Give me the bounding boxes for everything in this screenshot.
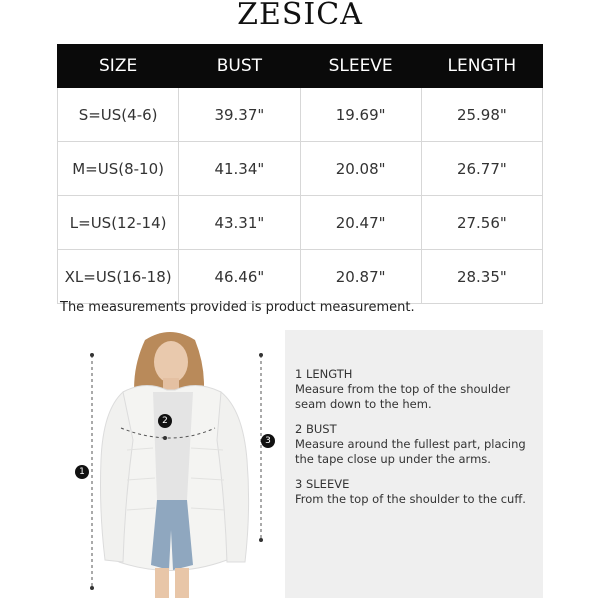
model-illustration — [75, 330, 280, 598]
header-sleeve: SLEEVE — [300, 45, 421, 88]
sleeve-top-dot — [259, 353, 263, 357]
brand-logo: ZESICA — [237, 0, 363, 32]
bust-dot — [163, 436, 167, 440]
marker-2-badge — [158, 414, 172, 428]
cell-length: 26.77" — [421, 142, 542, 196]
sleeve-bottom-dot — [259, 538, 263, 542]
cell-size: XL=US(16-18) — [58, 250, 179, 304]
cell-size: M=US(8-10) — [58, 142, 179, 196]
length-guide-title: 1 LENGTH — [295, 367, 353, 381]
cell-length: 25.98" — [421, 88, 542, 142]
cell-length: 27.56" — [421, 196, 542, 250]
bust-guide-title: 2 BUST — [295, 422, 337, 436]
marker-1-badge — [75, 465, 89, 479]
size-chart-table — [57, 44, 543, 304]
cell-sleeve: 20.08" — [300, 142, 421, 196]
sleeve-guide — [295, 477, 535, 507]
marker-3-label: 3 — [265, 436, 271, 446]
cell-size: S=US(4-6) — [58, 88, 179, 142]
inner-top — [153, 392, 193, 500]
table-row — [58, 88, 543, 142]
cell-bust: 39.37" — [179, 88, 300, 142]
model-figure — [75, 330, 280, 598]
marker-3-badge — [261, 434, 275, 448]
cell-length: 28.35" — [421, 250, 542, 304]
right-leg — [175, 568, 189, 598]
cell-sleeve: 19.69" — [300, 88, 421, 142]
cell-sleeve: 20.47" — [300, 196, 421, 250]
header-bust: BUST — [179, 45, 300, 88]
bust-guide — [295, 422, 535, 467]
table-row — [58, 196, 543, 250]
table-row — [58, 250, 543, 304]
sleeve-guide-title: 3 SLEEVE — [295, 477, 350, 491]
sleeve-guide-text: From the top of the shoulder to the cuff. — [295, 492, 526, 506]
table-row — [58, 142, 543, 196]
table-header-row — [58, 45, 543, 88]
length-bottom-dot — [90, 586, 94, 590]
marker-2-label: 2 — [162, 416, 168, 426]
cell-bust: 43.31" — [179, 196, 300, 250]
cell-sleeve: 20.87" — [300, 250, 421, 304]
cell-bust: 46.46" — [179, 250, 300, 304]
length-guide-text: Measure from the top of the shoulder seam down to the hem. — [295, 382, 511, 411]
measurement-guide-panel — [285, 330, 543, 598]
cell-size: L=US(12-14) — [58, 196, 179, 250]
length-guide — [295, 367, 535, 412]
bust-guide-text: Measure around the fullest part, placing the tape close up under the arms. — [295, 437, 526, 466]
header-size: SIZE — [58, 45, 179, 88]
header-length: LENGTH — [421, 45, 542, 88]
marker-1-label: 1 — [79, 467, 85, 477]
cell-bust: 41.34" — [179, 142, 300, 196]
length-top-dot — [90, 353, 94, 357]
left-leg — [155, 568, 169, 598]
face-shape — [154, 341, 188, 383]
measurement-note: The measurements provided is product measurement. — [60, 300, 415, 315]
